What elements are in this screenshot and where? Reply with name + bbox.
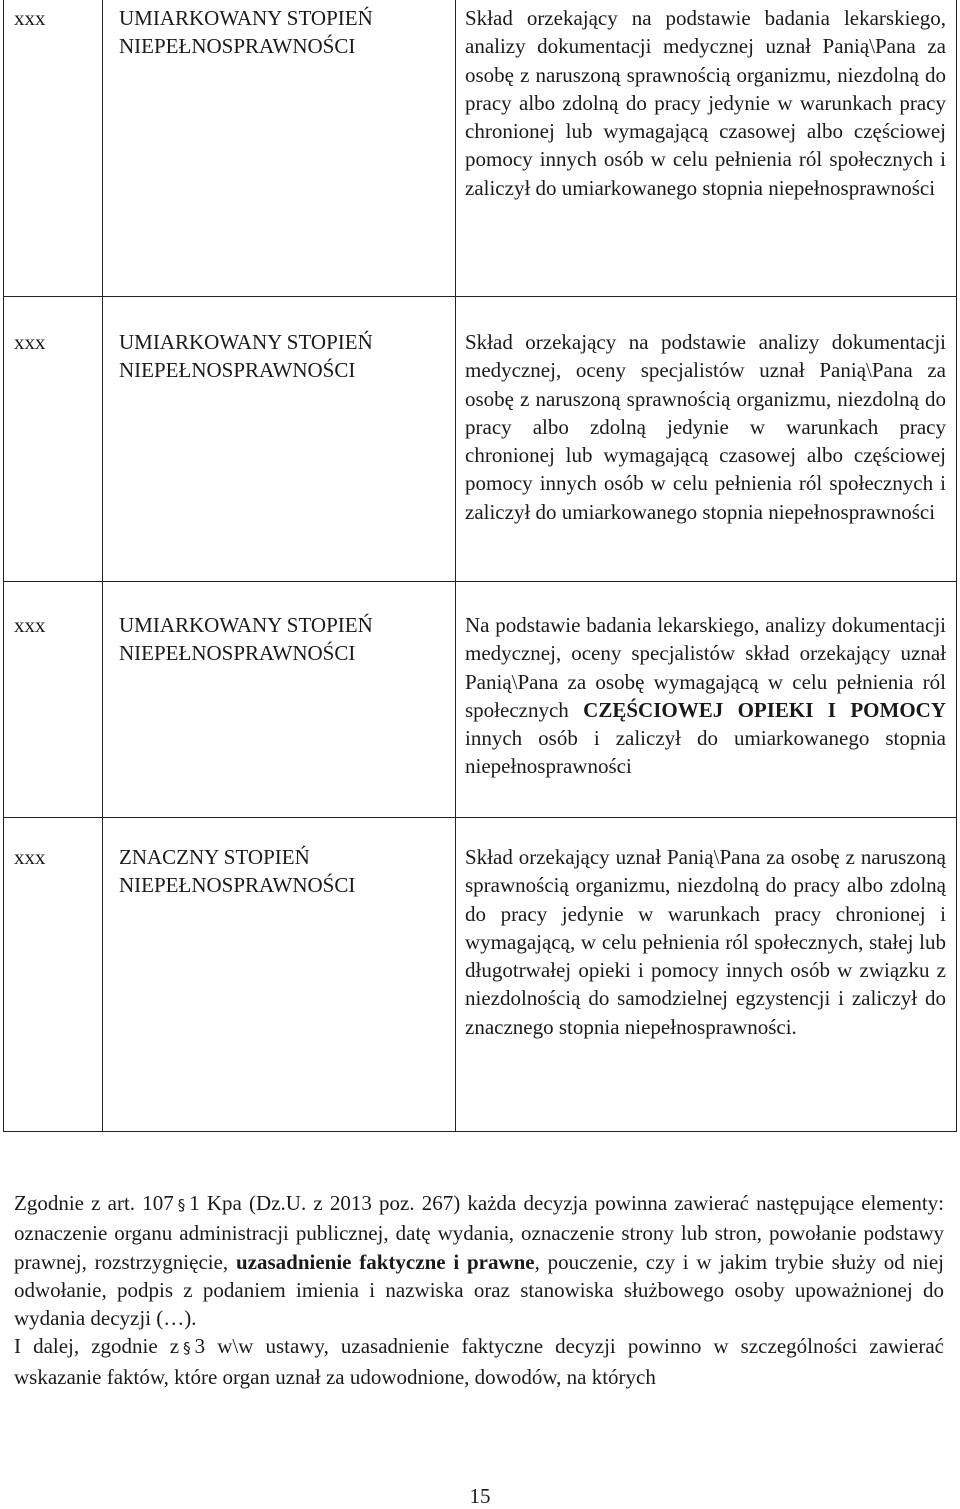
disability-degree-table bbox=[3, 0, 957, 1132]
column-divider bbox=[455, 582, 456, 817]
paragraph-text: Zgodnie z art. 107 bbox=[14, 1191, 174, 1215]
paragraph-text: 1 Kpa (Dz.U. z 2013 poz. 267) każda decyzja powinna zawierać następujące elementy: oznaczenie organu administracji publicznej, datę wydania, oznaczenie strony lub stron, powołanie podstawy prawnej, rozstrzygnięcie, bbox=[14, 1191, 945, 1274]
table-row bbox=[3, 818, 957, 1132]
degree-label-line2: NIEPEŁNOSPRAWNOŚCI bbox=[119, 34, 356, 59]
section-sign: § bbox=[183, 1339, 191, 1358]
degree-description: Skład orzekający na podstawie badania lekarskiego, analizy dokumentacji medycznej uznał Panią\Pana za osobę z naruszoną sprawnością organizmu, niezdolną do pracy albo zdolną do pracy jedynie w warunkach pracy chronionej lub wymagającą czasowej albo częściowej pomocy innych osób w celu pełnienia ról społecznych i zaliczył do umiarkowanego stopnia niepełnosprawności bbox=[465, 6, 946, 200]
legal-paragraph-justification bbox=[14, 1332, 944, 1391]
column-divider bbox=[102, 0, 103, 296]
row-id: xxx bbox=[14, 613, 46, 637]
column-divider bbox=[455, 818, 456, 1131]
paragraph-emphasis: uzasadnienie faktyczne i prawne bbox=[235, 1249, 535, 1274]
column-divider bbox=[455, 0, 456, 296]
degree-label-line1: UMIARKOWANY STOPIEŃ bbox=[119, 613, 373, 637]
table-row bbox=[3, 582, 957, 818]
degree-label bbox=[119, 611, 449, 668]
degree-label-line1: ZNACZNY STOPIEŃ bbox=[119, 845, 310, 869]
degree-label bbox=[119, 4, 449, 61]
column-divider bbox=[455, 297, 456, 581]
column-divider bbox=[102, 297, 103, 581]
degree-label bbox=[119, 843, 449, 900]
description-text: Na podstawie badania lekarskiego, analizy dokumentacji medycznej, oceny specjalistów skład orzekający uznał Panią\Pana za osobę wymagającą w celu pełnienia ról społecznych bbox=[465, 613, 946, 722]
description-text: innych osób i zaliczył do umiarkowanego stopnia niepełnosprawności bbox=[465, 726, 946, 779]
row-id: xxx bbox=[14, 6, 46, 30]
degree-label bbox=[119, 328, 449, 385]
degree-label-line2: NIEPEŁNOSPRAWNOŚCI bbox=[119, 873, 356, 898]
row-id: xxx bbox=[14, 845, 46, 869]
column-divider bbox=[102, 818, 103, 1131]
legal-paragraph-kpa bbox=[14, 1189, 944, 1332]
table-row bbox=[3, 297, 957, 582]
page-number: 15 bbox=[469, 1484, 491, 1508]
column-divider bbox=[102, 582, 103, 817]
degree-description: Skład orzekający na podstawie analizy dokumentacji medycznej, oceny specjalistów uznał Panią\Pana za osobę z naruszoną sprawnością organizmu, niezdolną do pracy albo zdolną jedynie w warunkach pracy chronionej lub wymagającą czasowej albo częściowej pomocy innych osób w celu pełnienia ról społecznych i zaliczył do umiarkowanego stopnia niepełnosprawności bbox=[465, 330, 946, 524]
section-sign: § bbox=[177, 1196, 186, 1214]
legal-notes bbox=[14, 1189, 944, 1391]
paragraph-text: , pouczenie, czy i w jakim trybie służy od niej odwołanie, podpis z podaniem imienia i nazwiska oraz stanowiska służbowego osoby upoważnionej do wydania decyzji (…). bbox=[14, 1249, 945, 1331]
degree-label-line1: UMIARKOWANY STOPIEŃ bbox=[119, 6, 373, 30]
degree-label-line1: UMIARKOWANY STOPIEŃ bbox=[119, 330, 373, 354]
degree-label-line2: NIEPEŁNOSPRAWNOŚCI bbox=[119, 641, 356, 666]
description-emphasis: CZĘŚCIOWEJ OPIEKI I POMOCY bbox=[583, 697, 946, 722]
degree-label-line2: NIEPEŁNOSPRAWNOŚCI bbox=[119, 358, 356, 383]
degree-description bbox=[465, 611, 946, 781]
paragraph-text: I dalej, zgodnie z bbox=[14, 1334, 180, 1359]
table-row bbox=[3, 0, 957, 297]
paragraph-text: 3 w\w ustawy, uzasadnienie faktyczne decyzji powinno w szczególności zawierać wskazanie faktów, które organ uznał za udowodnione, dowodów, na których bbox=[14, 1334, 944, 1389]
row-id: xxx bbox=[14, 330, 46, 354]
degree-description: Skład orzekający uznał Panią\Pana za osobę z naruszoną sprawnością organizmu, niezdolną do pracy albo zdolną do pracy jedynie w warunkach pracy chronionej i wymagającą, w celu pełnienia ról społecznych, stałej lub długotrwałej opieki i pomocy innych osób w związku z niezdolnością do samodzielnej egzystencji i zaliczył do znacznego stopnia niepełnosprawności. bbox=[465, 845, 946, 1039]
